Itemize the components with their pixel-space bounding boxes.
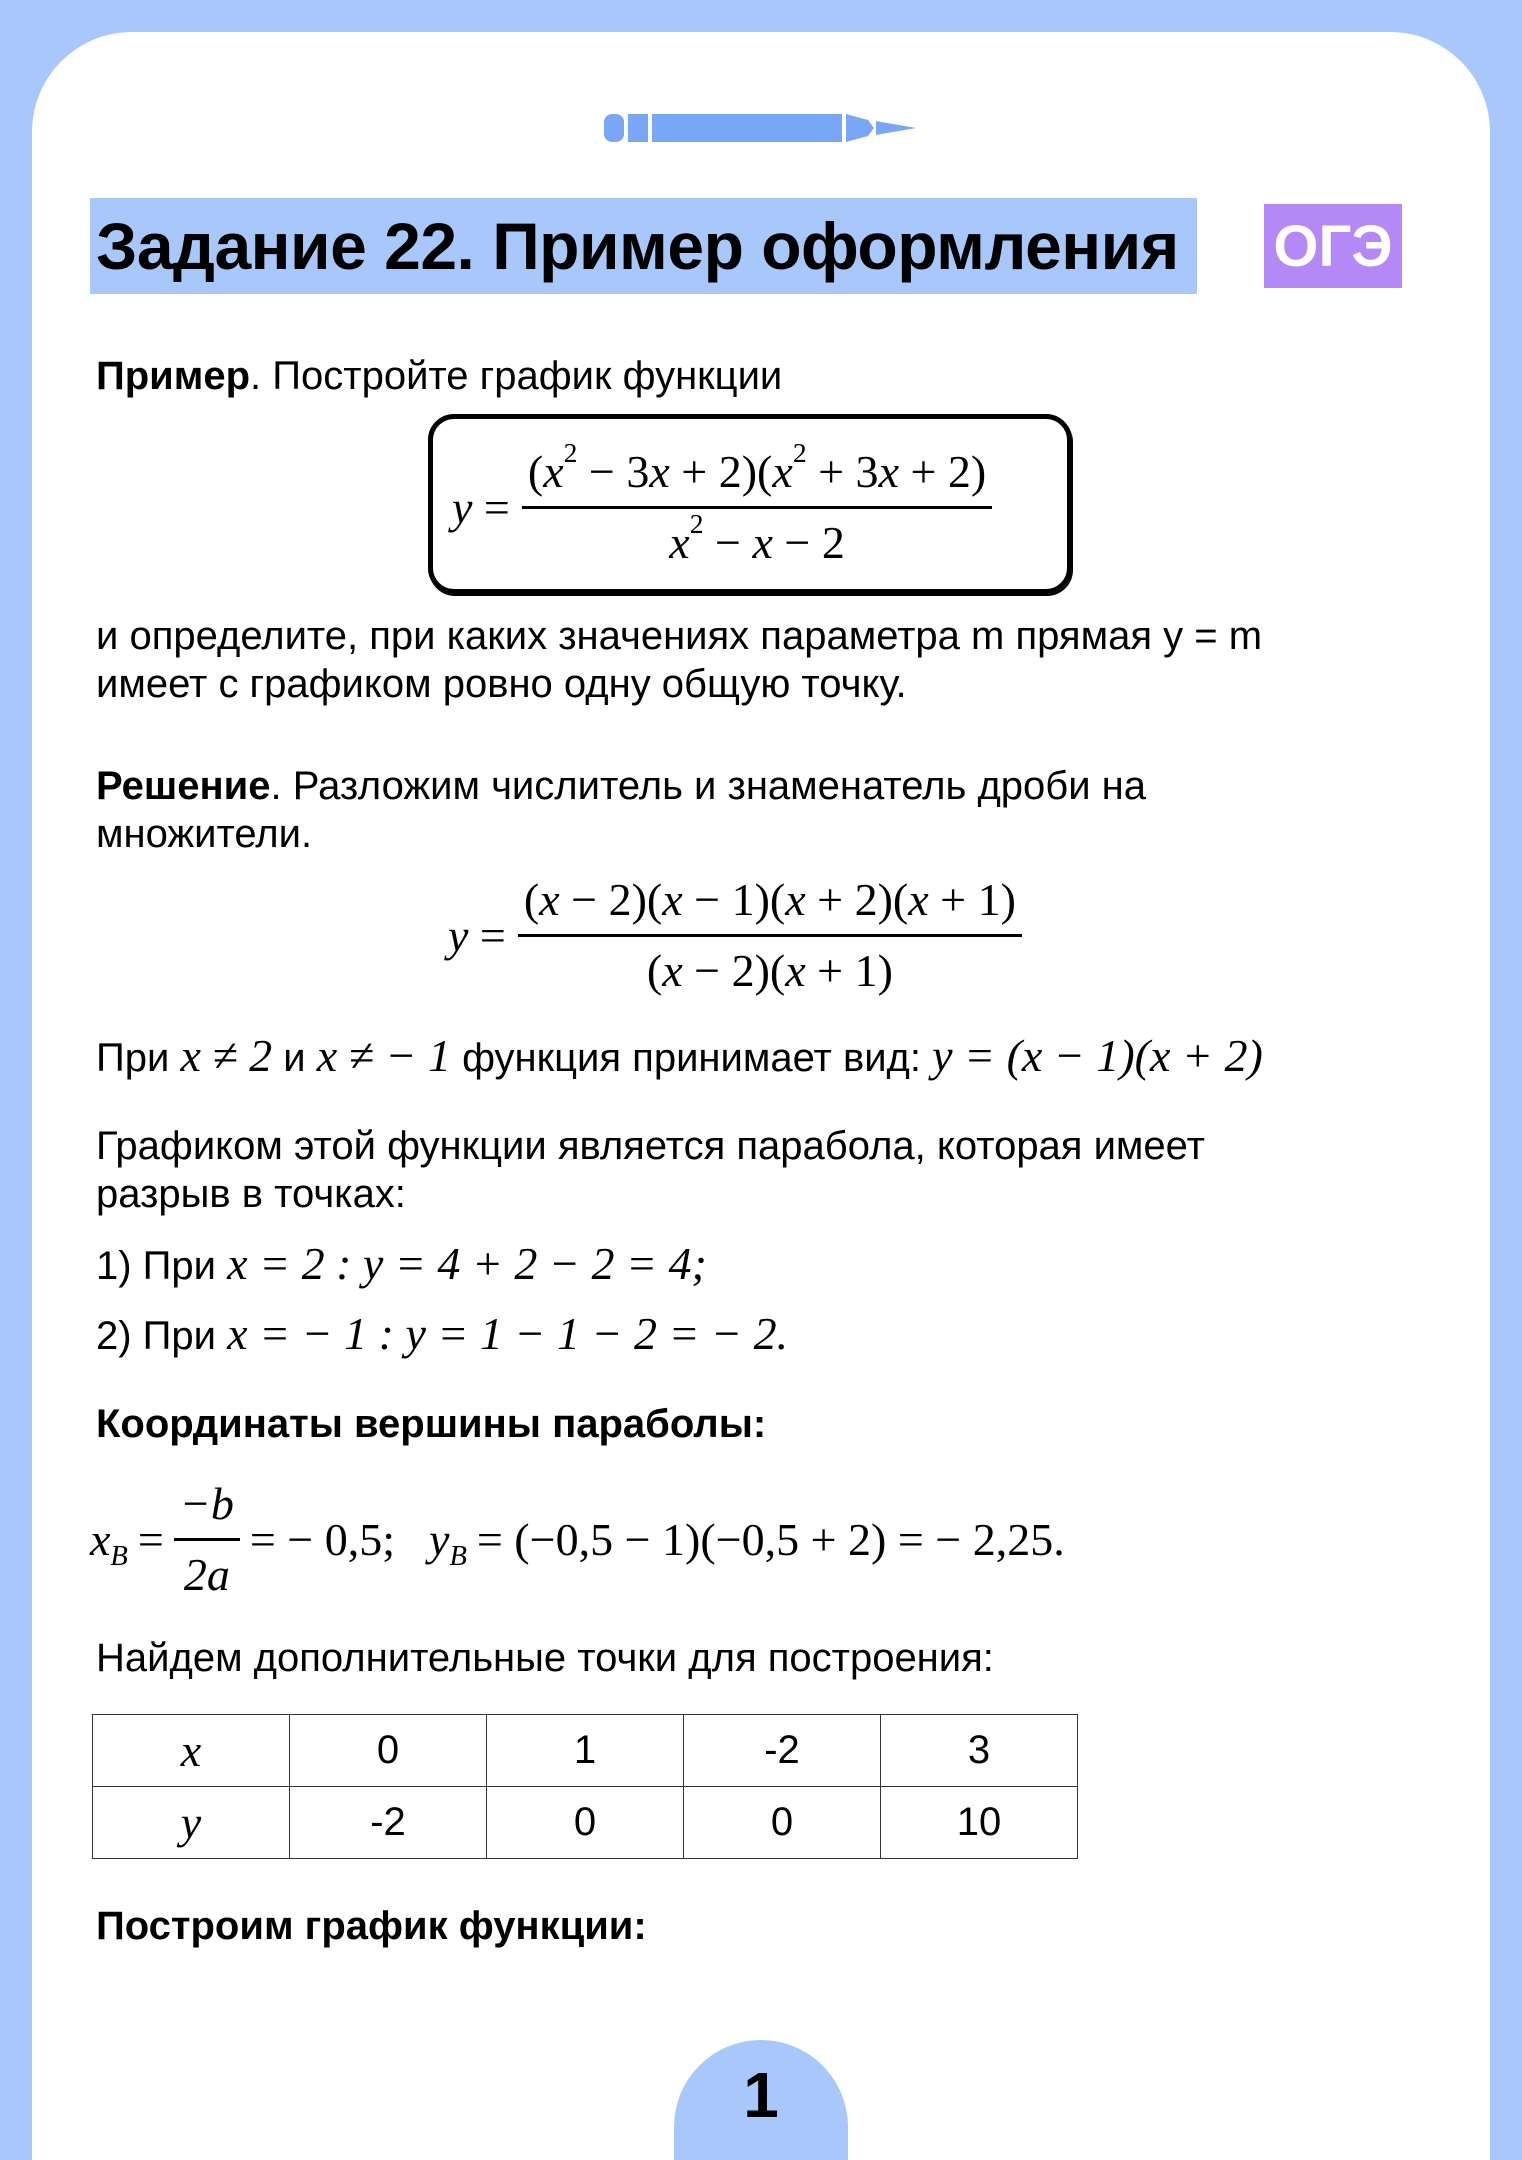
parabola-line-1: Графиком этой функции является парабола, которая имеет <box>96 1124 1205 1168</box>
point-2-math: x = − 1 : y = 1 − 1 − 2 = − 2. <box>227 1308 789 1359</box>
task-formula-lhs: y = <box>452 481 510 533</box>
table-cell: 1 <box>487 1715 684 1787</box>
solution-text-2: множители. <box>96 812 313 856</box>
solution-label: Решение <box>96 764 271 808</box>
task-line-3: имеет с графиком ровно одну общую точку. <box>96 662 907 706</box>
factored-lhs: y = <box>448 909 506 961</box>
parabola-line-2: разрыв в точках: <box>96 1172 406 1216</box>
pencil-icon <box>604 112 920 144</box>
solution-intro <box>96 762 1146 810</box>
vertex-heading <box>96 1400 766 1448</box>
point-1-math: x = 2 : y = 4 + 2 − 2 = 4; <box>227 1238 707 1289</box>
plot-heading-text: Построим график функции: <box>96 1904 647 1948</box>
yb-label: $y_B$ <box>429 1513 467 1572</box>
page-number: 1 <box>674 2040 848 2160</box>
condition-1: x ≠ 2 <box>180 1030 273 1081</box>
table-row <box>93 1715 1078 1787</box>
domain-condition <box>96 1032 1263 1082</box>
table-cell: 10 <box>881 1787 1078 1859</box>
task-formula <box>452 437 992 571</box>
page-title: Задание 22. Пример оформления <box>96 209 1179 283</box>
factored-fraction <box>518 872 1022 999</box>
table-cell: 0 <box>290 1715 487 1787</box>
point-2 <box>96 1310 788 1360</box>
vertex-numerator: −b <box>179 1478 234 1529</box>
task-intro <box>96 352 782 400</box>
task-line-2: и определите, при каких значениях параметра m прямая y = m <box>96 614 1263 658</box>
task-text: . Постройте график функции <box>250 354 783 398</box>
vertex-denominator: 2a <box>183 1549 230 1600</box>
vertex-fraction <box>174 1476 240 1603</box>
table-row <box>93 1787 1078 1859</box>
form-text: функция принимает вид: <box>462 1036 921 1080</box>
table-cell: -2 <box>684 1715 881 1787</box>
factored-numerator: (x − 2)(x − 1)(x + 2)(x + 1) <box>523 874 1016 925</box>
simplified-formula: y = (x − 1)(x + 2) <box>932 1030 1263 1081</box>
x-header-cell: x <box>93 1715 290 1787</box>
table-cell: 0 <box>487 1787 684 1859</box>
factored-formula <box>448 872 1022 999</box>
y-header-cell: y <box>93 1787 290 1859</box>
condition-2: x ≠ − 1 <box>316 1030 451 1081</box>
table-cell: -2 <box>290 1787 487 1859</box>
vertex-heading-text: Координаты вершины параболы: <box>96 1402 767 1446</box>
vertex-formula: $x_B$ = $\frac{-b}{2a}$ = − 0,5; $y_B$ = (−0,5 − 1)(−0,5 + 2) = − 2,25. <box>90 1476 1065 1603</box>
task-denominator: $x^2 - x - 2$ <box>669 508 845 568</box>
extra-points-text: Найдем дополнительные точки для построения: <box>96 1636 994 1680</box>
table-cell: 0 <box>684 1787 881 1859</box>
and-text: и <box>283 1036 306 1080</box>
xb-label: $x_B$ <box>90 1513 128 1572</box>
point-1 <box>96 1240 707 1290</box>
table-cell: 3 <box>881 1715 1078 1787</box>
when-text: При <box>96 1036 170 1080</box>
xb-value: = − 0,5; <box>249 1513 396 1565</box>
solution-text: . Разложим числитель и знаменатель дроби на <box>270 764 1146 808</box>
points-table <box>92 1714 1078 1859</box>
point-1-label: 1) При <box>96 1244 217 1288</box>
factored-denominator: (x − 2)(x + 1) <box>646 945 893 996</box>
title-highlight <box>90 198 1197 294</box>
plot-heading <box>96 1902 647 1950</box>
task-numerator: $(x^2 - 3x + 2)(x^2 + 3x + 2)$ <box>527 437 987 497</box>
yb-expression: = (−0,5 − 1)(−0,5 + 2) = − 2,25. <box>476 1513 1065 1565</box>
point-2-label: 2) При <box>96 1314 217 1358</box>
exam-badge: ОГЭ <box>1264 204 1402 288</box>
task-label: Пример <box>96 354 251 398</box>
task-fraction <box>522 437 992 571</box>
